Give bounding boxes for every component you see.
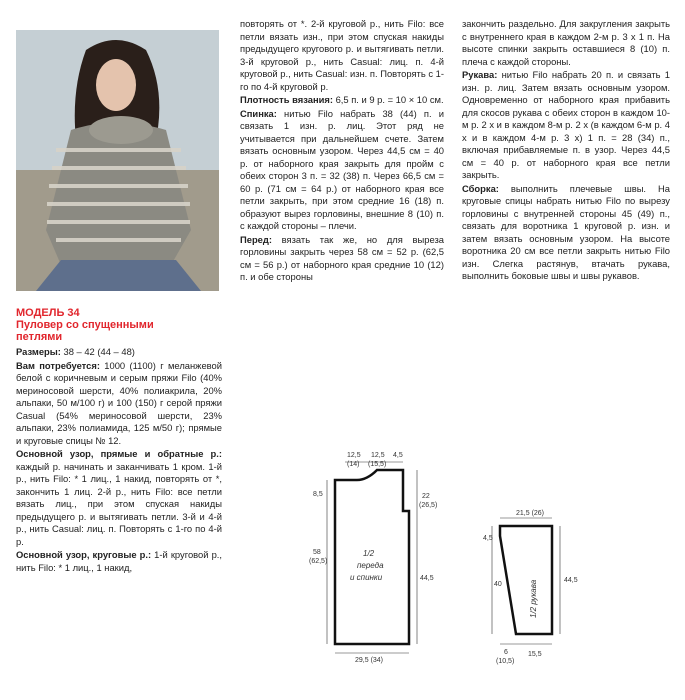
front-text: вязать так же, но для выреза горловины закрыть через 58 см = 52 р. (62,5 см = 56 р.) от наборного края средние 10 (12) п. и обе стороны — [240, 233, 444, 282]
pattern-round-label: Основной узор, круговые р.: — [16, 549, 152, 560]
sizes-text: 38 – 42 (44 – 48) — [60, 346, 135, 357]
gauge-label: Плотность вязания: — [240, 94, 333, 105]
dim-bottom-width: 29,5 (34) — [355, 657, 384, 664]
sleeves-text: нитью Filo набрать 20 п. и связать 1 изн. р. лиц. Затем вязать основным узором. Одновременно от наборного края прибавить для скосов рукава с обеих сторон в каждом 10-м р. 2 х и в каждом 8-м р. 2 х (в каждом 6-м р. 4 х и в каждом 4-м р. 3 х) 1 п. = 28 (34) п., включая прибавляемые п. в узор. Через 44,5 см = 40 р. от наборного края все петли закрыть. — [462, 69, 670, 180]
pattern-round-paragraph — [16, 549, 222, 574]
back-label: Спинка: — [240, 107, 277, 119]
assembly-paragraph — [462, 183, 670, 283]
body-label-2: переда — [357, 561, 384, 570]
dim-top-center: 12,5 — [371, 452, 385, 459]
dim-sleeve-bottom-left: 6 — [504, 649, 508, 656]
dim-sleeve-bottom-width: 15,5 — [528, 651, 542, 658]
dim-right-height: 44,5 — [420, 575, 434, 582]
pattern-round-continued — [240, 18, 444, 93]
back-text: нитью Filo набрать 38 (44) п. и связать 1 изн. р. лиц. Этот ряд не учитывается при дальнейшем счете. Затем вязать основным узором. Через 44,5 см = 40 р. от наборного края закрыть для пройм с обеих сторон 3 п. = 32 (38) п. Через 66,5 см = 60 р. (71 см = 64 р.) от наборного края все петли закрыть, при этом средние 16 (18) п. образуют вырез горловины, внешние 8 (10) п. с каждой стороны – плечи. — [240, 107, 444, 231]
front-label: Перед: — [240, 233, 272, 245]
dim-left-height-alt: (62,5) — [309, 558, 328, 565]
body-label-1: 1/2 — [363, 549, 375, 558]
pattern-flat-text: каждый р. начинать и заканчивать 1 кром. 1-й р., нить Filo: * 1 лиц., 1 накид, повторять от *, закончить 1 лиц. 2-й р., нить Filo: все петли вязать лиц., при этом спуская накиды предыдущего р. и вытягивать петли. 3-й и 4-й р., нить Casual: лиц. п. Повторять с 1-го по 4-й р. — [16, 460, 222, 547]
front-paragraph — [240, 234, 444, 284]
sleeve-outline — [500, 526, 552, 634]
back-paragraph — [240, 108, 444, 233]
model-number: МОДЕЛЬ 34 — [16, 307, 80, 319]
materials-paragraph — [16, 360, 222, 448]
photo-illustration — [16, 30, 219, 291]
model-photo — [16, 30, 219, 291]
sleeve-label: 1/2 рукава — [529, 579, 538, 618]
dim-top-neck-alt: (14) — [347, 461, 360, 468]
model-name-line2: петлями — [16, 331, 63, 343]
dim-sleeve-left-height: 40 — [494, 581, 502, 588]
pattern-flat-label: Основной узор, прямые и обратные р.: — [16, 448, 222, 459]
body-label-3: и спинки — [350, 573, 383, 582]
dim-sleeve-top: 21,5 (26) — [516, 510, 545, 517]
dim-top-neck: 12,5 — [347, 452, 361, 459]
assembly-label: Сборка: — [462, 182, 499, 194]
pattern-flat-paragraph — [16, 448, 222, 548]
sleeves-label: Рукава: — [462, 69, 498, 80]
left-column — [16, 346, 222, 575]
dim-sleeve-right-height: 44,5 — [564, 577, 578, 584]
middle-column — [240, 18, 444, 285]
sizes-paragraph — [16, 346, 222, 359]
sleeve-schematic — [480, 506, 590, 676]
sleeves-paragraph — [462, 69, 670, 182]
dim-top-center-alt: (15,5) — [368, 461, 387, 468]
dim-right-top: 22 — [422, 493, 430, 500]
front-continued-text: закончить раздельно. Для закругления закрыть с внутреннего края в каждом 2-м р. 3 х 1 п. На высоте спинки закрыть оставшиеся 8 (10) п. плеча с каждой стороны. — [462, 18, 670, 67]
gauge-paragraph — [240, 94, 444, 107]
dim-right-top-alt: (26,5) — [419, 502, 438, 509]
body-schematic — [305, 448, 455, 673]
dim-top-shoulder: 4,5 — [393, 452, 403, 459]
right-column — [462, 18, 670, 284]
front-continued — [462, 18, 670, 68]
pattern-round-continued-text: повторять от *. 2-й круговой р., нить Filo: все петли вязать изн., при этом спуская накиды предыдущего кругового р. и вытягивать петли. 3-й круговой р., нить Casual: лиц. п. 4-й круговой р., нить Casual: изн. п. Повторять с 1-го по 4-й круговой р. — [240, 18, 444, 92]
model-name-line1: Пуловер со спущенными — [16, 319, 154, 331]
dim-left-top: 8,5 — [313, 491, 323, 498]
gauge-text: 6,5 п. и 9 р. = 10 × 10 см. — [332, 94, 444, 105]
assembly-text: выполнить плечевые швы. На круговые спицы набрать нитью Filo по вырезу горловины с внутренней стороны 45 (49) п., связать для воротника 1 круговой р. изн. и затем вязать основным узором. На высоте воротника 20 см все петли закрыть нитью Filo изн. Слегка растянув, втачать рукава, выполнить боковые швы и швы рукавов. — [462, 182, 670, 281]
dim-sleeve-left-top: 4,5 — [483, 535, 493, 542]
dim-sleeve-bottom-left-alt: (10,5) — [496, 658, 515, 665]
pattern-round-text: 1-й круговой р., нить Filo: * 1 лиц., 1 накид, — [16, 549, 222, 573]
materials-text: 1000 (1100) г меланжевой белой с коричневым и серым пряжи Filo (40% мериносовой шерсти, 40% полиакрила, 20% альпаки, 50 м/100 г) и 100 (150) г серой пряжи Casual (54% мериносовой шерсти, 23% альпаки, 23% полиамида, 125 м/50 г); прямые и круговые спицы № 12. — [16, 359, 222, 446]
dim-left-height: 58 — [313, 549, 321, 556]
materials-label: Вам потребуется: — [16, 359, 100, 371]
model-title — [16, 307, 226, 343]
sizes-label: Размеры: — [16, 346, 61, 357]
